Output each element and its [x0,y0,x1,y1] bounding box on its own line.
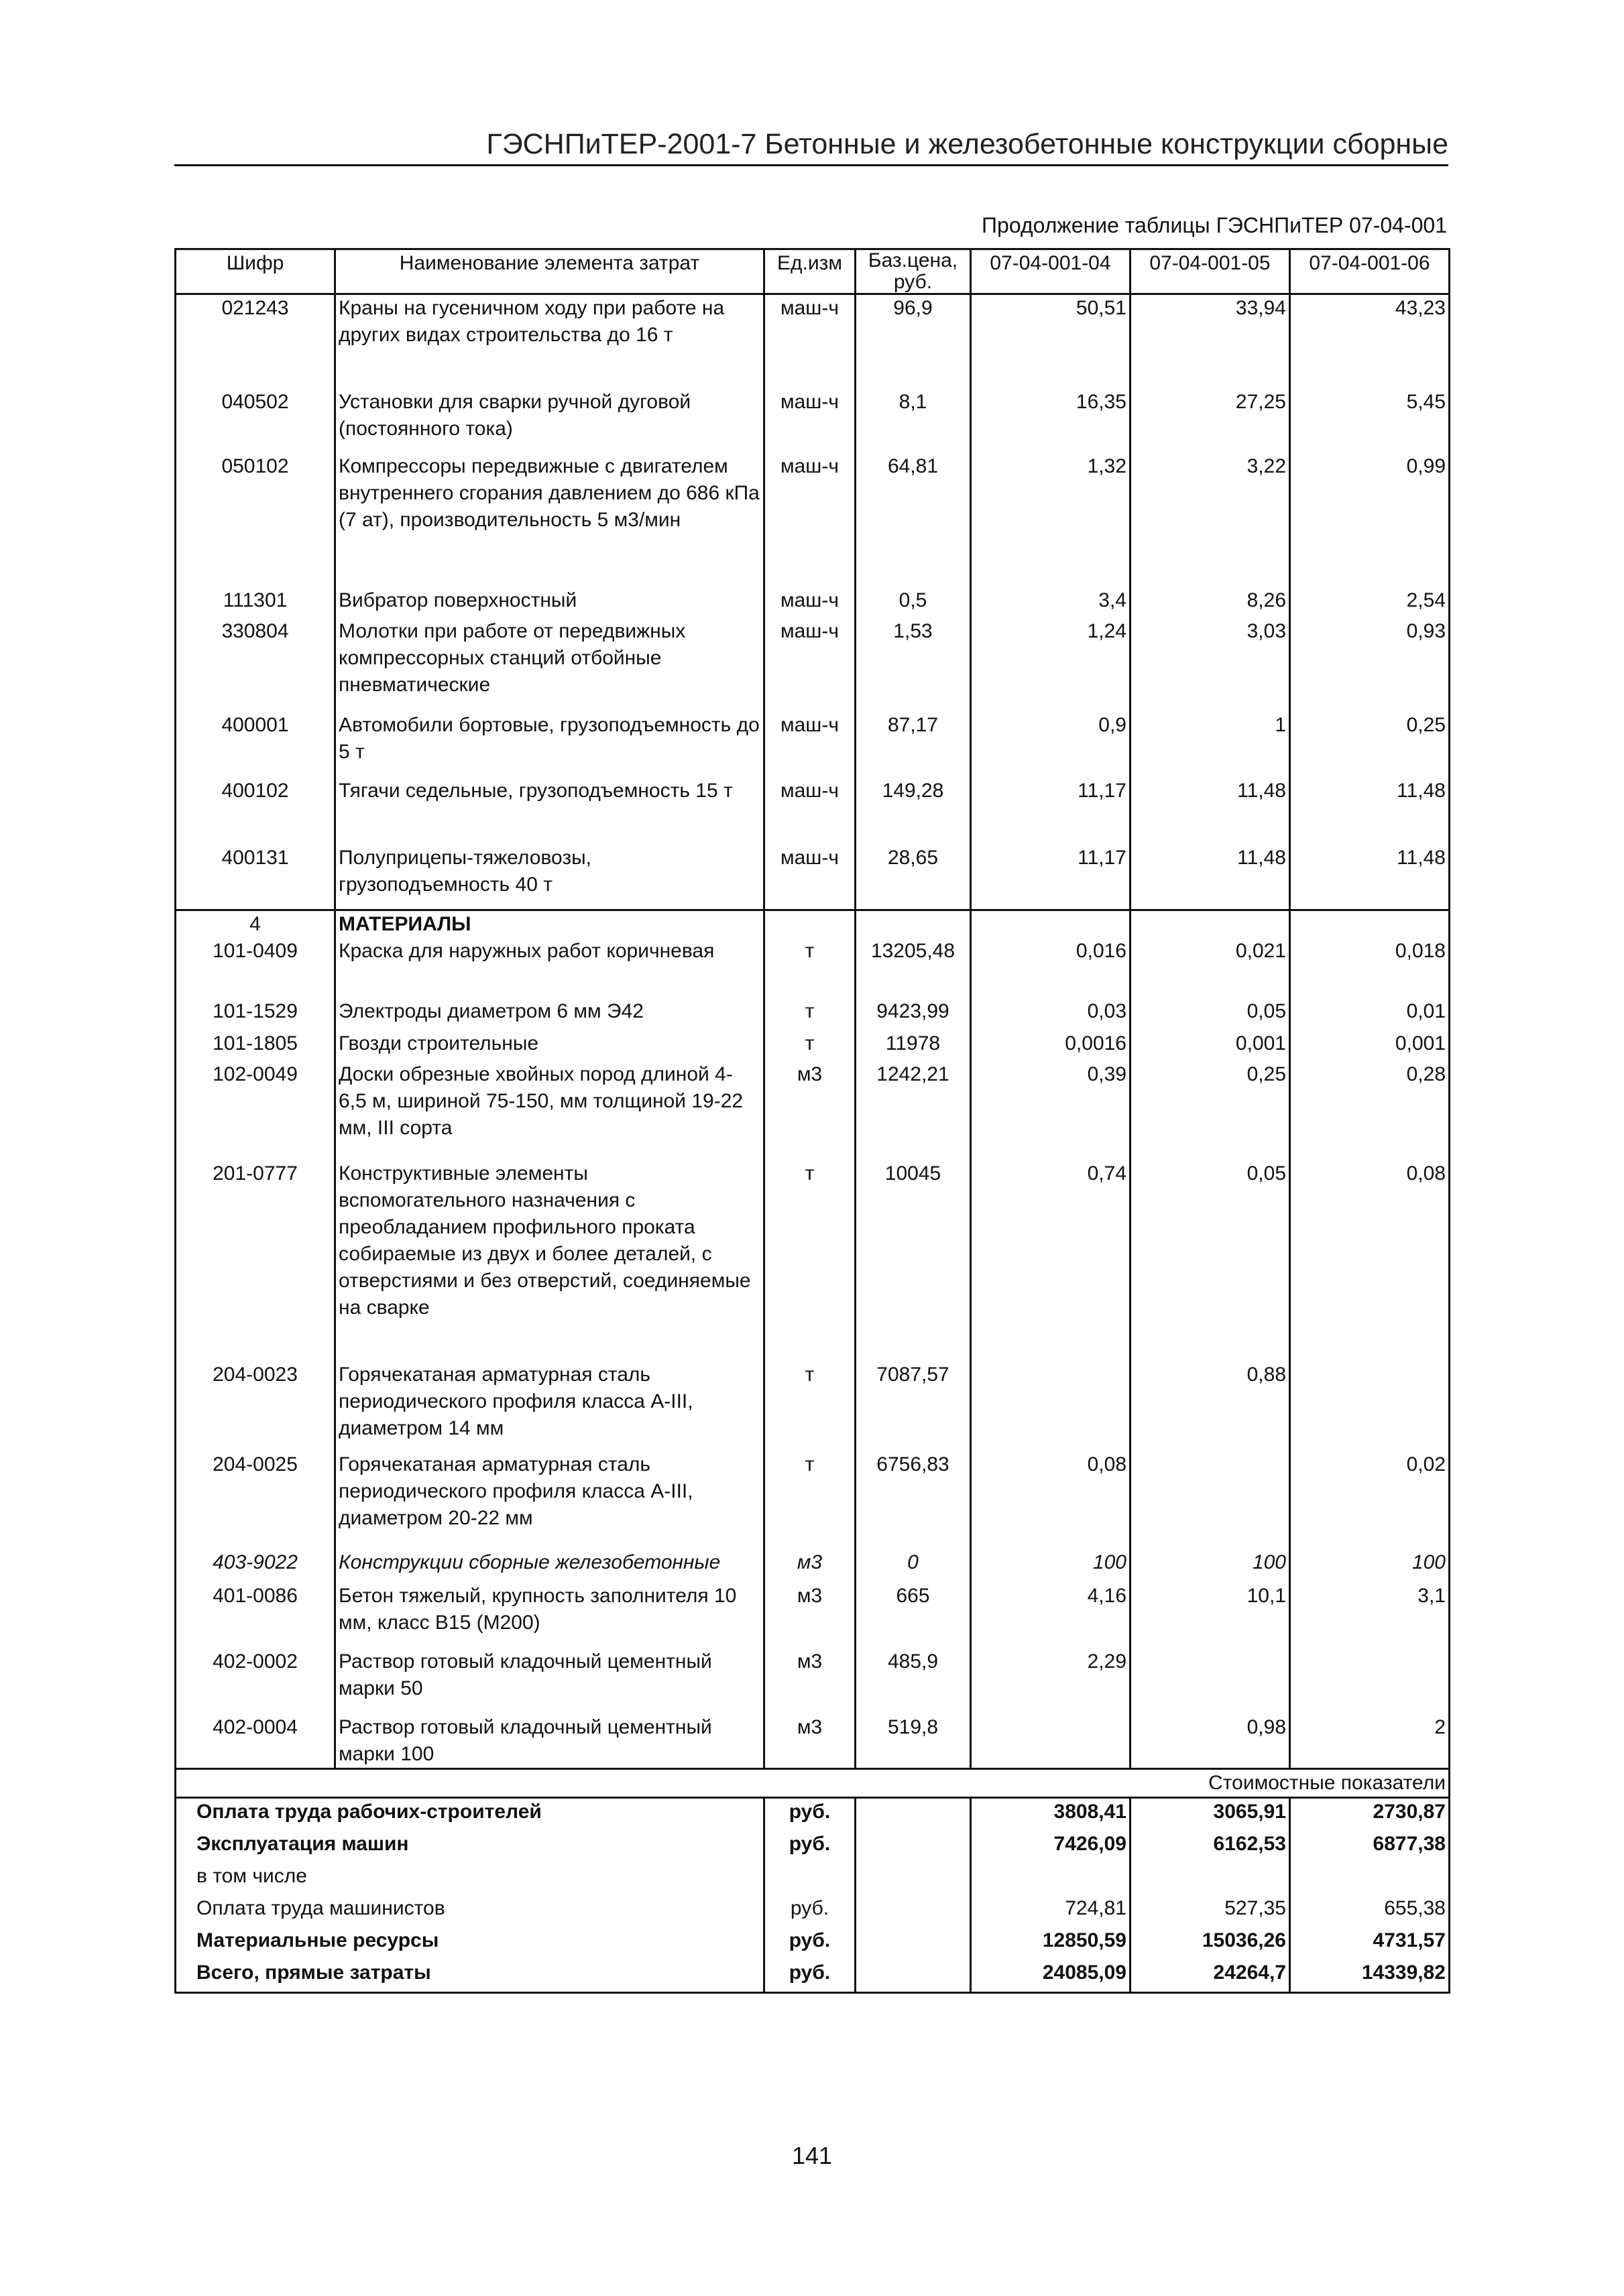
totals-v2: 15036,26 [1130,1927,1290,1959]
col-header-v3: 07-04-001-06 [1290,249,1450,294]
cost-caption: Стоимостные показатели [176,1769,1450,1798]
cell-unit: т [764,1030,856,1061]
cell-code: 400001 [176,712,335,778]
cell-v2: 11,48 [1130,845,1290,910]
totals-v3: 6877,38 [1290,1831,1450,1863]
cell-price: 96,9 [856,294,971,389]
table-row [176,712,1450,778]
totals-price-empty [856,1798,971,1831]
cell-v2: 3,22 [1130,453,1290,587]
cell-v3: 43,23 [1290,294,1450,389]
cell-unit: м3 [764,1714,856,1769]
totals-unit: руб. [764,1895,856,1927]
cell-v1: 1,24 [971,618,1130,712]
totals-v1: 724,81 [971,1895,1130,1927]
totals-v2 [1130,1863,1290,1895]
cell-name: Раствор готовый кладочный цементный марки 50 [335,1648,764,1714]
table-row [176,389,1450,453]
cell-name: Полуприцепы-тяжеловозы, грузоподъемность 40 т [335,845,764,910]
cell-v2: 0,25 [1130,1061,1290,1160]
cell-v2: 11,48 [1130,778,1290,845]
col-header-v1: 07-04-001-04 [971,249,1130,294]
cell-v1: 100 [971,1549,1130,1583]
cell-v3: 0,28 [1290,1061,1450,1160]
table-row [176,587,1450,618]
cell-v1: 0,08 [971,1451,1130,1549]
cell-unit: маш-ч [764,294,856,389]
totals-v3: 2730,87 [1290,1798,1450,1831]
cell-v3: 0,01 [1290,998,1450,1030]
cell-v1: 11,17 [971,845,1130,910]
cell-price: 87,17 [856,712,971,778]
cell-unit: маш-ч [764,712,856,778]
table-continuation-caption: Продолжение таблицы ГЭСНПиТЕР 07-04-001 [982,213,1447,237]
cell-price: 9423,99 [856,998,971,1030]
cell-v1: 0,016 [971,938,1130,998]
totals-row [176,1831,1450,1863]
cell-v2: 100 [1130,1549,1290,1583]
table-row [176,998,1450,1030]
cell-code: 021243 [176,294,335,389]
cell-v1: 16,35 [971,389,1130,453]
totals-v1: 3808,41 [971,1798,1130,1831]
cell-price: 7087,57 [856,1362,971,1451]
totals-unit: руб. [764,1959,856,1993]
cell-name: Конструктивные элементы вспомогательного назначения с преобладанием профильного проката собираемые из двух и более деталей, с отверстиями и без отверстий, соединяемые на сварке [335,1160,764,1362]
cell-name: Тягачи седельные, грузоподъемность 15 т [335,778,764,845]
cell-unit: м3 [764,1648,856,1714]
cell-name: Вибратор поверхностный [335,587,764,618]
cell-unit: маш-ч [764,618,856,712]
cell-unit: м3 [764,1549,856,1583]
totals-unit [764,1863,856,1895]
totals-price-empty [856,1927,971,1959]
totals-row [176,1927,1450,1959]
cell-v3: 5,45 [1290,389,1450,453]
cell-v3: 0,25 [1290,712,1450,778]
cell-price: 28,65 [856,845,971,910]
cell-v3: 100 [1290,1549,1450,1583]
cell-v2: 1 [1130,712,1290,778]
table-row [176,1061,1450,1160]
col-header-code: Шифр [176,249,335,294]
cell-name: Доски обрезные хвойных пород длиной 4-6,5 м, шириной 75-150, мм толщиной 19-22 мм, III сорта [335,1061,764,1160]
cell-price: 6756,83 [856,1451,971,1549]
cell-code: 050102 [176,453,335,587]
col-header-unit: Ед.изм [764,249,856,294]
totals-v2: 6162,53 [1130,1831,1290,1863]
cell-name: Гвозди строительные [335,1030,764,1061]
table-row [176,1583,1450,1648]
cell-v2 [1130,1648,1290,1714]
col-header-price: Баз.цена, руб. [856,249,971,294]
table-row [176,1648,1450,1714]
cell-v2: 0,05 [1130,998,1290,1030]
cell-name: Электроды диаметром 6 мм Э42 [335,998,764,1030]
cell-code: 401-0086 [176,1583,335,1648]
cost-caption-row [176,1769,1450,1798]
cell-code: 040502 [176,389,335,453]
table-header-row [176,249,1450,294]
totals-row [176,1895,1450,1927]
cell-v1: 2,29 [971,1648,1130,1714]
cell-code: 400131 [176,845,335,910]
totals-label: в том числе [176,1863,764,1895]
cell-v2: 0,001 [1130,1030,1290,1061]
cell-price: 0,5 [856,587,971,618]
table-row [176,1714,1450,1769]
totals-unit: руб. [764,1831,856,1863]
totals-row [176,1863,1450,1895]
cell-name: МАТЕРИАЛЫ [335,910,764,939]
totals-block [176,1769,1450,1993]
cell-v1: 0,39 [971,1061,1130,1160]
cell-price: 64,81 [856,453,971,587]
cell-v3: 11,48 [1290,778,1450,845]
totals-v1: 24085,09 [971,1959,1130,1993]
cell-v2: 27,25 [1130,389,1290,453]
cell-v1: 11,17 [971,778,1130,845]
cell-v2: 0,98 [1130,1714,1290,1769]
norms-table [174,248,1450,1994]
table-row [176,453,1450,587]
cell-v3: 0,02 [1290,1451,1450,1549]
cell-price: 1242,21 [856,1061,971,1160]
cell-v3: 3,1 [1290,1583,1450,1648]
totals-label: Материальные ресурсы [176,1927,764,1959]
totals-unit: руб. [764,1798,856,1831]
totals-v3: 4731,57 [1290,1927,1450,1959]
totals-price-empty [856,1863,971,1895]
totals-label: Оплата труда рабочих-строителей [176,1798,764,1831]
cell-v3: 2 [1290,1714,1450,1769]
cell-v2: 0,021 [1130,938,1290,998]
table-row [176,1549,1450,1583]
totals-v3: 14339,82 [1290,1959,1450,1993]
cell-v1: 3,4 [971,587,1130,618]
cell-v3 [1290,910,1450,939]
totals-unit: руб. [764,1927,856,1959]
cell-unit: маш-ч [764,845,856,910]
cell-unit: маш-ч [764,453,856,587]
table-row [176,910,1450,939]
table-row [176,778,1450,845]
cell-code: 4 [176,910,335,939]
cell-v1: 4,16 [971,1583,1130,1648]
cell-code: 101-1529 [176,998,335,1030]
cell-v2: 0,05 [1130,1160,1290,1362]
cell-unit: маш-ч [764,778,856,845]
cell-name: Установки для сварки ручной дуговой (постоянного тока) [335,389,764,453]
totals-v1: 7426,09 [971,1831,1130,1863]
cell-v3 [1290,1362,1450,1451]
cell-unit: м3 [764,1061,856,1160]
cell-v2: 0,88 [1130,1362,1290,1451]
cell-v3: 0,001 [1290,1030,1450,1061]
cell-v1: 0,9 [971,712,1130,778]
cell-code: 201-0777 [176,1160,335,1362]
totals-v3: 655,38 [1290,1895,1450,1927]
cell-v3: 2,54 [1290,587,1450,618]
table-row [176,1451,1450,1549]
totals-v2: 3065,91 [1130,1798,1290,1831]
cell-v2: 33,94 [1130,294,1290,389]
cell-v2: 10,1 [1130,1583,1290,1648]
cell-unit: маш-ч [764,389,856,453]
cell-code: 111301 [176,587,335,618]
page-header [174,126,1448,166]
totals-v2: 527,35 [1130,1895,1290,1927]
cell-unit: т [764,1451,856,1549]
cell-price: 13205,48 [856,938,971,998]
cell-price: 1,53 [856,618,971,712]
cell-v1: 0,74 [971,1160,1130,1362]
cell-code: 204-0025 [176,1451,335,1549]
cell-v1: 1,32 [971,453,1130,587]
cell-unit: м3 [764,1583,856,1648]
cell-name: Конструкции сборные железобетонные [335,1549,764,1583]
cell-code: 330804 [176,618,335,712]
cell-name: Краны на гусеничном ходу при работе на других видах строительства до 16 т [335,294,764,389]
cell-price: 519,8 [856,1714,971,1769]
cell-name: Краска для наружных работ коричневая [335,938,764,998]
table-row [176,1160,1450,1362]
cell-code: 101-0409 [176,938,335,998]
cell-price: 0 [856,1549,971,1583]
totals-row [176,1798,1450,1831]
table-row [176,1030,1450,1061]
table-row [176,618,1450,712]
cell-v1 [971,1362,1130,1451]
cell-unit: т [764,1160,856,1362]
cell-name: Горячекатаная арматурная сталь периодического профиля класса А-III, диаметром 14 мм [335,1362,764,1451]
cell-code: 402-0004 [176,1714,335,1769]
cell-v1: 0,0016 [971,1030,1130,1061]
cell-name: Компрессоры передвижные с двигателем внутреннего сгорания давлением до 686 кПа (7 ат), производительность 5 м3/мин [335,453,764,587]
cell-v1: 50,51 [971,294,1130,389]
cell-code: 102-0049 [176,1061,335,1160]
cell-v3: 11,48 [1290,845,1450,910]
cell-name: Раствор готовый кладочный цементный марки 100 [335,1714,764,1769]
totals-v2: 24264,7 [1130,1959,1290,1993]
cell-v2 [1130,910,1290,939]
header-rule [174,164,1448,166]
col-header-name: Наименование элемента затрат [335,249,764,294]
totals-row [176,1959,1450,1993]
cell-v3: 0,99 [1290,453,1450,587]
cell-v3 [1290,1648,1450,1714]
cell-unit: т [764,938,856,998]
cell-unit: маш-ч [764,587,856,618]
cell-code: 101-1805 [176,1030,335,1061]
cell-price: 11978 [856,1030,971,1061]
cell-code: 403-9022 [176,1549,335,1583]
cell-unit: т [764,998,856,1030]
cell-unit: т [764,1362,856,1451]
cell-price: 149,28 [856,778,971,845]
cell-v1: 0,03 [971,998,1130,1030]
totals-price-empty [856,1959,971,1993]
cell-name: Автомобили бортовые, грузоподъемность до 5 т [335,712,764,778]
cell-v1 [971,910,1130,939]
cell-v1 [971,1714,1130,1769]
totals-v1 [971,1863,1130,1895]
cell-v2 [1130,1451,1290,1549]
cell-name: Молотки при работе от передвижных компрессорных станций отбойные пневматические [335,618,764,712]
table-body [176,294,1450,1769]
cell-unit [764,910,856,939]
totals-price-empty [856,1831,971,1863]
header-title: ГЭСНПиТЕР-2001-7 Бетонные и железобетонные конструкции сборные [486,128,1448,160]
table-row [176,1362,1450,1451]
cell-price: 10045 [856,1160,971,1362]
totals-label: Оплата труда машинистов [176,1895,764,1927]
table-row [176,294,1450,389]
cell-code: 204-0023 [176,1362,335,1451]
col-header-v2: 07-04-001-05 [1130,249,1290,294]
cell-code: 400102 [176,778,335,845]
cell-price: 485,9 [856,1648,971,1714]
cell-name: Бетон тяжелый, крупность заполнителя 10 мм, класс В15 (М200) [335,1583,764,1648]
table-row [176,938,1450,998]
cell-price: 8,1 [856,389,971,453]
cell-name: Горячекатаная арматурная сталь периодического профиля класса А-III, диаметром 20-22 мм [335,1451,764,1549]
totals-price-empty [856,1895,971,1927]
cell-v3: 0,93 [1290,618,1450,712]
page-number: 141 [791,2142,833,2169]
totals-v1: 12850,59 [971,1927,1130,1959]
totals-label: Всего, прямые затраты [176,1959,764,1993]
cell-v3: 0,018 [1290,938,1450,998]
cell-price [856,910,971,939]
cell-v2: 3,03 [1130,618,1290,712]
totals-v3 [1290,1863,1450,1895]
table-row [176,845,1450,910]
cell-code: 402-0002 [176,1648,335,1714]
cell-v2: 8,26 [1130,587,1290,618]
totals-label: Эксплуатация машин [176,1831,764,1863]
cell-price: 665 [856,1583,971,1648]
cell-v3: 0,08 [1290,1160,1450,1362]
